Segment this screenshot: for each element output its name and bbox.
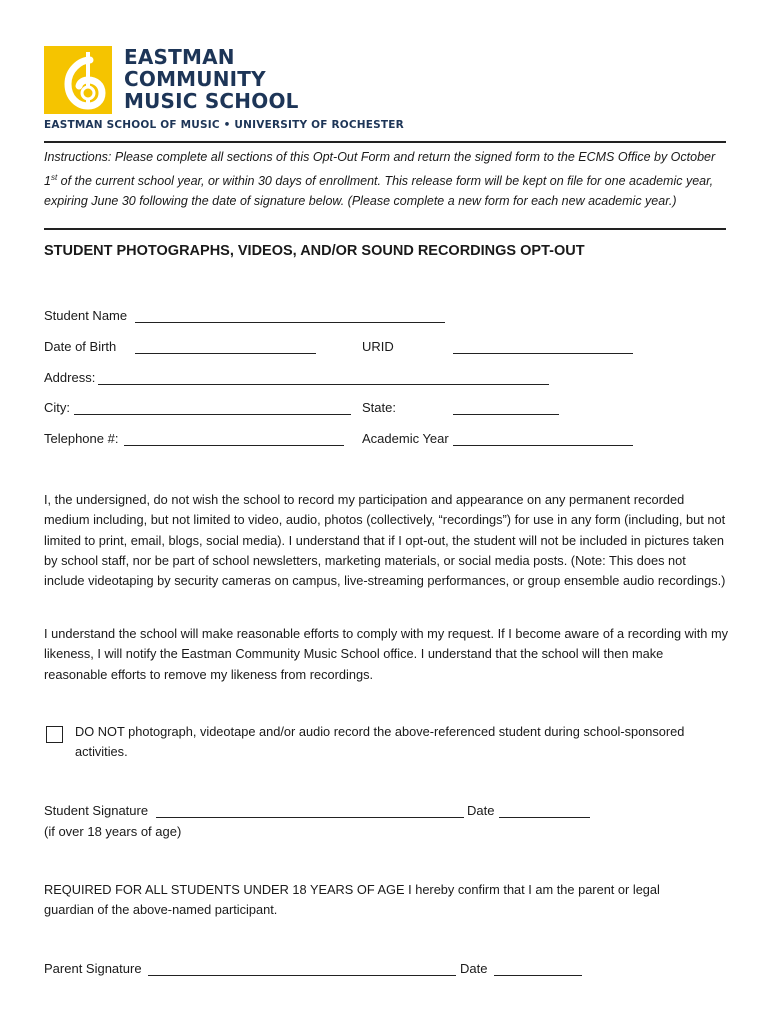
age-note: (if over 18 years of age) <box>44 824 182 839</box>
urid-field[interactable] <box>453 353 633 354</box>
instructions-superscript: st <box>50 172 58 182</box>
date-of-birth-label: Date of Birth <box>44 339 117 354</box>
parent-date-label: Date <box>460 961 488 976</box>
top-rule <box>44 141 726 143</box>
instructions-part-2: of the current school year, or within 30 days of enrollment. This release form will be kept on file for one academic year, expiring June 30 following the date of signature below. (Please complete a new form for each new academic year.) <box>44 173 714 209</box>
telephone-field[interactable] <box>124 445 344 446</box>
instructions-part-1: : Please complete all sections of this Opt-Out Form and return the signed form to the ECMS Office by October 1 <box>44 150 716 188</box>
reasonable-efforts-paragraph: I understand the school will make reasonable efforts to comply with my request. If I become aware of a recording with my likeness, I will notify the Eastman Community Music School office. I understand that the school will then make reasonable efforts to remove my likeness from recordings. <box>44 626 729 682</box>
bottom-rule <box>44 228 726 230</box>
student-date-label: Date <box>467 803 495 818</box>
brand-line-2: COMMUNITY <box>124 67 266 91</box>
parent-date-field[interactable] <box>494 975 582 976</box>
student-name-label: Student Name <box>44 308 128 323</box>
city-field[interactable] <box>74 414 351 415</box>
logo-clef-dot <box>82 87 94 99</box>
date-of-birth-field[interactable] <box>135 353 316 354</box>
form-title: STUDENT PHOTOGRAPHS, VIDEOS, AND/OR SOUND RECORDINGS OPT-OUT <box>44 243 585 259</box>
telephone-label: Telephone #: <box>44 431 119 446</box>
student-date-field[interactable] <box>499 817 590 818</box>
opt-out-checkbox-label: DO NOT photograph, videotape and/or audio record the above-referenced student during school-sponsored activities. <box>75 724 685 760</box>
address-field[interactable] <box>98 384 549 385</box>
student-signature-field[interactable] <box>156 817 464 818</box>
student-signature-label: Student Signature <box>44 803 149 818</box>
urid-label: URID <box>362 339 394 354</box>
ecms-logo-icon <box>44 46 112 114</box>
student-name-field[interactable] <box>135 322 445 323</box>
city-label: City: <box>44 400 70 415</box>
instructions-text <box>44 147 724 212</box>
opt-out-paragraph: I, the undersigned, do not wish the school to record my participation and appearance on any permanent recorded medium including, but not limited to video, audio, photos (collectively, “recordings”) for use in any form (including, but not limited to print, email, blogs, social media). I understand that if I opt-out, the student will not be included in pictures taken by school staff, nor be part of school newsletters, marketing materials, or social media posts. (Note: This does not include videotaping by security cameras on campus, live-streaming performances, or group ensemble audio recordings.) <box>44 492 726 589</box>
instructions-label: Instructions <box>44 150 108 164</box>
brand-line-1: EASTMAN <box>124 45 235 69</box>
academic-year-label: Academic Year <box>362 431 449 446</box>
parent-signature-label: Parent Signature <box>44 961 142 976</box>
state-field[interactable] <box>453 414 559 415</box>
brand-subline: EASTMAN SCHOOL OF MUSIC • UNIVERSITY OF ROCHESTER <box>44 119 404 131</box>
brand-line-3: MUSIC SCHOOL <box>124 89 299 113</box>
opt-out-checkbox[interactable] <box>46 726 63 743</box>
state-label: State: <box>362 400 396 415</box>
address-label: Address: <box>44 370 96 385</box>
guardian-confirmation-text: REQUIRED FOR ALL STUDENTS UNDER 18 YEARS OF AGE I hereby confirm that I am the parent or legal guardian of the above-named participant. <box>44 882 660 918</box>
academic-year-field[interactable] <box>453 445 633 446</box>
parent-signature-field[interactable] <box>148 975 456 976</box>
